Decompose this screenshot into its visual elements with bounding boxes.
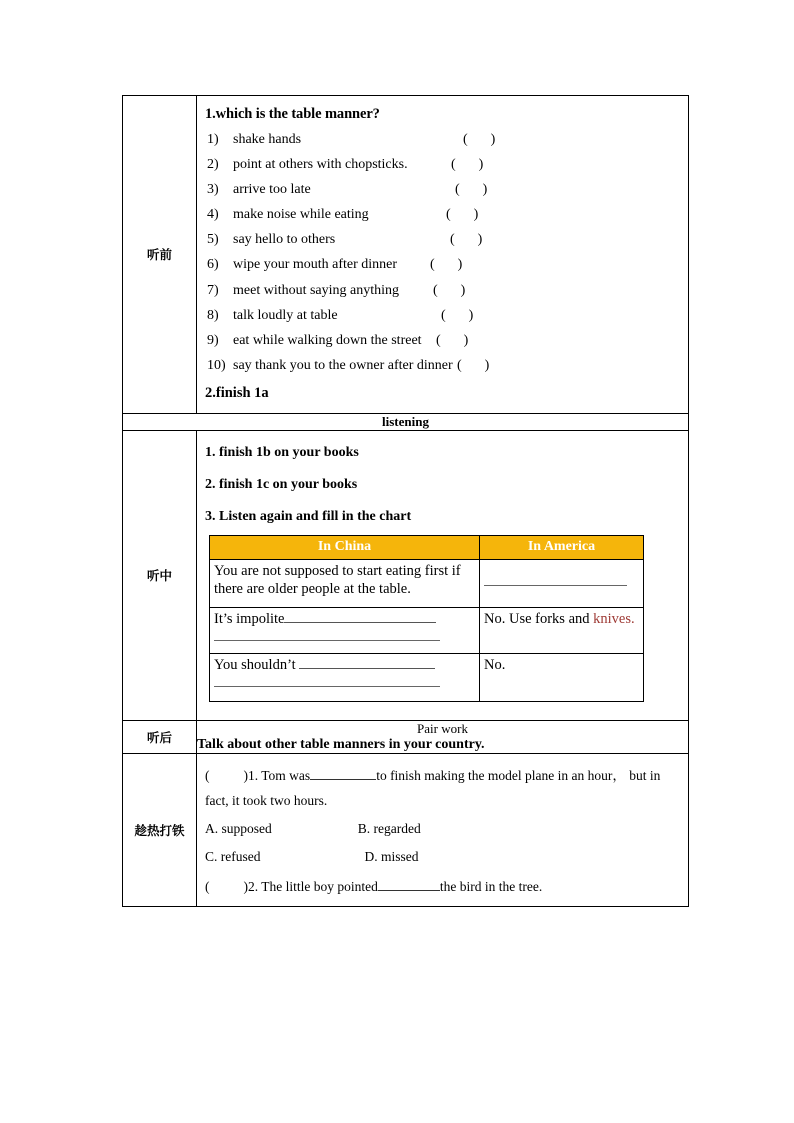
answer-underline[interactable] — [284, 622, 436, 623]
answer-box[interactable]: ( ) — [463, 132, 499, 147]
practice-option-c[interactable]: C. refused — [205, 849, 261, 865]
step-1b: 1. finish 1b on your books — [205, 444, 359, 460]
finish-1a-label: 2.finish 1a — [205, 384, 269, 401]
list-item-number: 8) — [207, 307, 219, 323]
section-content-while-listening — [197, 430, 689, 720]
answer-box[interactable]: ( ) — [450, 232, 486, 248]
answer-box[interactable]: ( ) — [441, 307, 477, 323]
list-item[interactable] — [203, 257, 682, 273]
chart-cell-china-3[interactable] — [210, 653, 480, 701]
chart-cell-america-2-text — [480, 608, 643, 653]
section-row-pre-listening — [123, 96, 689, 414]
answer-box[interactable]: ( ) — [430, 257, 466, 273]
answer-box[interactable]: ( ) — [457, 357, 493, 373]
practice-question-1-cont: fact, it took two hours. — [205, 793, 328, 809]
section-label-while-listening: 听中 — [123, 430, 197, 720]
list-item-label: talk loudly at table — [233, 307, 338, 323]
list-item-number: 4) — [207, 207, 219, 223]
list-item-label: meet without saying anything — [233, 282, 400, 298]
worksheet-page — [122, 95, 689, 907]
question-title: 1.which is the table manner? — [205, 106, 380, 122]
chart-cell-china-2-label: It’s impolite — [214, 610, 285, 627]
list-item[interactable] — [203, 333, 682, 349]
list-item-label: point at others with chopsticks. — [233, 157, 408, 173]
list-item-number: 2) — [207, 157, 219, 173]
step-1c: 2. finish 1c on your books — [205, 476, 358, 492]
list-item[interactable] — [203, 157, 682, 173]
section-content-post-listening — [197, 720, 689, 753]
table-manner-list — [203, 132, 682, 374]
comparison-chart-wrap — [209, 535, 682, 702]
section-label-pre-listening: 听前 — [123, 96, 197, 414]
section-label-practice: 趁热打铁 — [123, 753, 197, 906]
list-item-number: 7) — [207, 282, 219, 298]
list-item[interactable] — [203, 132, 682, 148]
chart-header-row — [210, 535, 644, 559]
practice-options-ab[interactable] — [205, 821, 682, 837]
practice-q2-stem-b: the bird in the tree. — [439, 879, 543, 895]
list-item-number: 1) — [207, 132, 219, 147]
practice-q1-open-paren[interactable]: ( — [205, 767, 210, 783]
answer-box[interactable]: ( ) — [433, 282, 469, 298]
practice-question-1[interactable] — [205, 768, 682, 784]
answer-box[interactable]: ( ) — [446, 207, 482, 223]
practice-q2-open-paren[interactable]: ( — [205, 879, 210, 895]
list-item-label: shake hands — [233, 132, 302, 147]
practice-option-a[interactable]: A. supposed — [205, 821, 272, 837]
list-item[interactable] — [203, 207, 682, 223]
list-item-number: 9) — [207, 332, 219, 348]
answer-underline[interactable] — [310, 779, 376, 780]
answer-underline[interactable] — [214, 640, 440, 641]
section-row-post-listening — [123, 720, 689, 753]
answer-underline[interactable] — [299, 668, 435, 669]
list-item-label: say hello to others — [233, 232, 336, 248]
practice-question-2[interactable] — [205, 879, 682, 895]
list-item-label: make noise while eating — [233, 207, 369, 223]
chart-america-2-highlight: knives. — [593, 610, 635, 627]
chart-row-2 — [210, 607, 644, 653]
list-item[interactable] — [203, 358, 682, 374]
chart-row-3 — [210, 653, 644, 701]
section-label-post-listening: 听后 — [123, 720, 197, 753]
comparison-chart — [209, 535, 644, 702]
chart-cell-america-3 — [480, 653, 644, 701]
list-item[interactable] — [203, 182, 682, 198]
chart-cell-china-2[interactable] — [210, 607, 480, 653]
step-fill-chart: 3. Listen again and fill in the chart — [205, 508, 412, 524]
list-item-number: 10) — [207, 357, 226, 373]
answer-underline[interactable] — [484, 585, 627, 586]
post-listening-task: Talk about other table manners in your country. — [197, 736, 485, 752]
list-item-number: 3) — [207, 182, 219, 198]
section-row-practice — [123, 753, 689, 906]
answer-box[interactable]: ( ) — [455, 182, 491, 198]
practice-q2-stem-a: )2. The little boy pointed — [243, 879, 378, 895]
chart-cell-america-3-text: No. — [484, 656, 506, 673]
section-content-practice — [197, 753, 689, 906]
list-item[interactable] — [203, 283, 682, 299]
listening-banner-row — [123, 413, 689, 430]
task-row — [197, 737, 688, 753]
list-item-label: wipe your mouth after dinner — [233, 257, 398, 273]
chart-header-in-china: In China — [210, 535, 480, 559]
practice-option-b[interactable]: B. regarded — [357, 821, 421, 837]
chart-america-2-prefix: No. Use forks and — [484, 610, 594, 627]
list-item[interactable] — [203, 308, 682, 324]
chart-cell-america-2 — [480, 607, 644, 653]
practice-q1-stem-a: )1. Tom was — [243, 767, 311, 783]
chart-cell-america-1[interactable] — [480, 559, 644, 607]
chart-cell-china-1-text: You are not supposed to start eating first if there are older people at the table. — [214, 562, 461, 597]
post-listening-subtable — [197, 721, 688, 753]
chart-cell-china-3-text[interactable] — [210, 654, 479, 701]
chart-cell-china-3-label: You shouldn’t — [214, 656, 300, 673]
worksheet-table — [122, 95, 689, 907]
listening-banner-label: listening — [123, 413, 689, 430]
chart-header-in-america: In America — [480, 535, 644, 559]
chart-answer-blank-1[interactable] — [480, 560, 643, 607]
pair-work-row — [197, 721, 688, 737]
list-item-label: eat while walking down the street — [233, 332, 422, 348]
answer-underline[interactable] — [378, 890, 440, 891]
list-item-label: say thank you to the owner after dinner — [233, 357, 453, 373]
list-item[interactable] — [203, 232, 682, 248]
chart-row-1 — [210, 559, 644, 607]
section-content-pre-listening — [197, 96, 689, 414]
chart-cell-china-2-text[interactable] — [210, 608, 479, 653]
answer-underline[interactable] — [214, 686, 440, 687]
practice-option-d[interactable]: D. missed — [364, 849, 419, 865]
list-item-number: 6) — [207, 257, 219, 273]
section-row-while-listening — [123, 430, 689, 720]
pair-work-label: Pair work — [417, 720, 468, 736]
list-item-number: 5) — [207, 232, 219, 248]
chart-cell-china-1 — [210, 559, 480, 607]
list-item-label: arrive too late — [233, 182, 311, 198]
practice-options-cd[interactable] — [205, 849, 682, 865]
answer-box[interactable]: ( ) — [436, 332, 472, 348]
practice-q1-stem-b: to finish making the model plane in an hour， but in — [376, 767, 661, 783]
answer-box[interactable]: ( ) — [451, 157, 487, 173]
